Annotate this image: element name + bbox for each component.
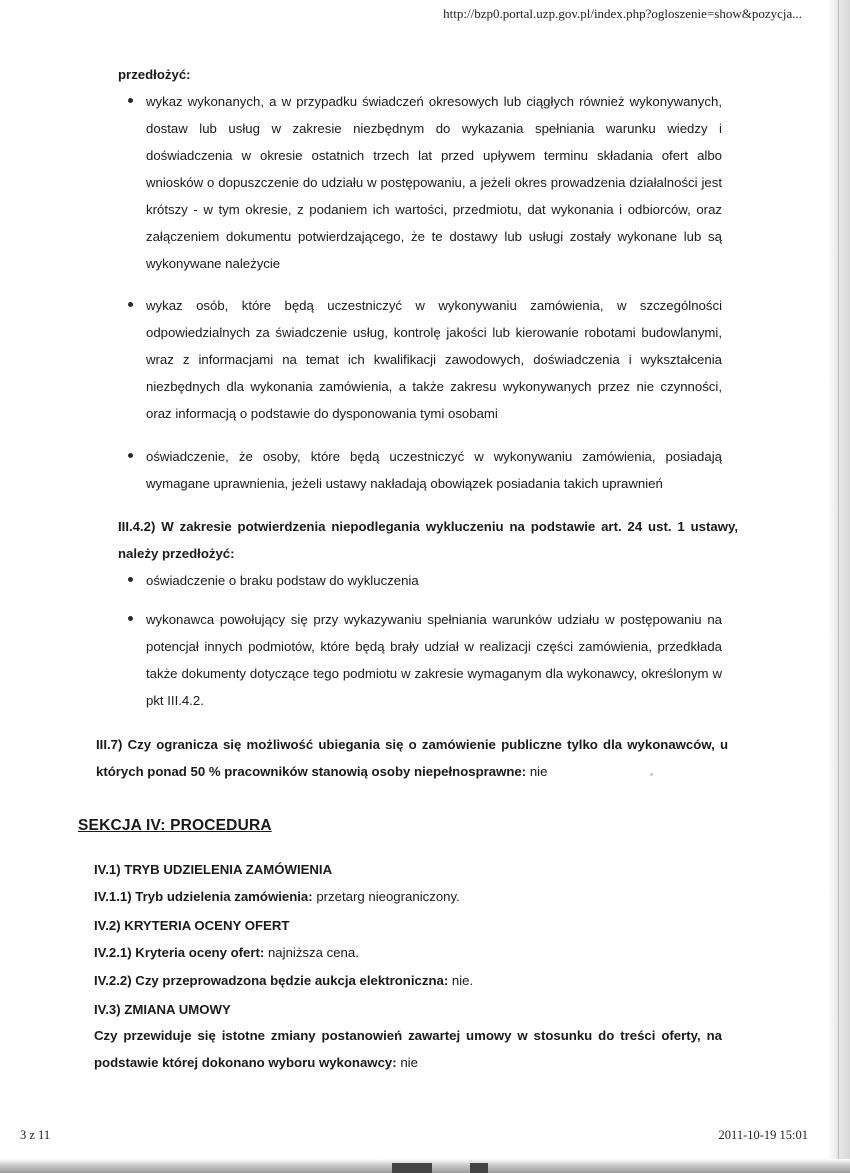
bullet-text: wykaz osób, które będą uczestniczyć w wykonywaniu zamówienia, w szczególności odpowiedzialnych za świadczenie usług, kontrolę jakości lub kierowanie robotami budowlanymi, wraz z informacjami na temat ich kwalifikacji zawodowych, doświadczenia i wykształcenia niezbędnych dla wykonania zamówienia, a także zakresu wykonywanych przez nie czynności, oraz informacją o podstawie do dysponowania tymi osobami: [146, 298, 722, 421]
iv-2-2-label: IV.2.2) Czy przeprowadzona będzie aukcja elektroniczna:: [94, 973, 449, 988]
iv-1-1-label: IV.1.1) Tryb udzielenia zamówienia:: [94, 889, 313, 904]
bullet-item: [128, 88, 722, 277]
bullet-block-4: [128, 567, 722, 594]
bullet-icon: [128, 616, 133, 621]
section-iv-heading: SEKCJA IV: PROCEDURA: [78, 817, 272, 834]
page-url-header: http://bzp0.portal.uzp.gov.pl/index.php?ogloszenie=show&pozycja...: [443, 6, 802, 21]
bullet-icon: [128, 453, 133, 458]
bullet-icon: [128, 577, 133, 582]
scan-speck: [650, 773, 653, 776]
iv-2-2-value: nie.: [451, 973, 474, 988]
bullet-item: [128, 606, 722, 714]
bullet-text: wykonawca powołujący się przy wykazywaniu spełniania warunków udziału w postępowaniu na potencjał innych podmiotów, które będą brały udział w realizacji części zamówienia, przedkłada także dokumenty dotyczące tego podmiotu w zakresie wymaganym dla wykonawcy, określonym w pkt III.4.2.: [146, 612, 722, 708]
section-iii-7-question: III.7) Czy ogranicza się możliwość ubiegania się o zamówienie publiczne tylko dla wykonawców, u których ponad 50 % pracowników stanowią osoby niepełnosprawne:: [96, 737, 728, 779]
bullet-text: wykaz wykonanych, a w przypadku świadczeń okresowych lub ciągłych również wykonywanych, dostaw lub usług w zakresie niezbędnym do wykazania spełniania warunku wiedzy i doświadczenia w okresie ostatnich trzech lat przed upływem terminu składania ofert albo wniosków o dopuszczenie do udziału w postępowaniu, a jeżeli okres prowadzenia działalności jest krótszy - w tym okresie, z podaniem ich wartości, przedmiotu, dat wykonania i odbiorców, oraz załączeniem dokumentu potwierdzającego, że te dostawy lub usługi zostały wykonane lub są wykonywane należycie: [146, 94, 722, 271]
section-iii-7-answer: nie: [529, 764, 548, 779]
iv-3-question: Czy przewiduje się istotne zmiany postanowień zawartej umowy w stosunku do treści oferty, na podstawie której dokonano wyboru wykonawcy:: [94, 1028, 722, 1070]
bullet-item: [128, 292, 722, 427]
section-iii-7: [96, 731, 728, 785]
page-number: 3 z 11: [20, 1128, 51, 1142]
intro-text: przedłożyć:: [118, 67, 191, 82]
scan-edge-right: [828, 0, 850, 1173]
iv-1-1-value: przetarg nieograniczony.: [316, 889, 460, 904]
iv-3-answer: nie: [400, 1055, 418, 1070]
scan-artifact: [470, 1163, 488, 1173]
section-iii-4-2-heading: III.4.2) W zakresie potwierdzenia niepodlegania wykluczeniu na podstawie art. 24 ust. 1 ustawy, należy przedłożyć:: [118, 519, 738, 561]
iv-2-2-line: [94, 967, 473, 994]
bullet-block-3: [128, 443, 722, 497]
print-timestamp: 2011-10-19 15:01: [718, 1128, 808, 1142]
bullet-block-2: [128, 292, 722, 427]
bullet-icon: [128, 302, 133, 307]
iv-1-1-line: [94, 883, 460, 910]
iv-2-1-value: najniższa cena.: [267, 945, 359, 960]
scan-artifact: [392, 1163, 432, 1173]
bullet-icon: [128, 98, 133, 103]
bullet-text: oświadczenie o braku podstaw do wykluczenia: [146, 573, 419, 588]
iv-2-1-line: [94, 939, 359, 966]
iv-1-heading: IV.1) TRYB UDZIELENIA ZAMÓWIENIA: [94, 862, 333, 877]
bullet-item: [128, 443, 722, 497]
iv-3-heading: IV.3) ZMIANA UMOWY: [94, 1002, 231, 1017]
scan-edge-bottom: [0, 1159, 850, 1173]
bullet-item: [128, 567, 722, 594]
iv-2-heading: IV.2) KRYTERIA OCENY OFERT: [94, 918, 290, 933]
bullet-text: oświadczenie, że osoby, które będą uczestniczyć w wykonywaniu zamówienia, posiadają wymagane uprawnienia, jeżeli ustawy nakładają obowiązek posiadania takich uprawnień: [146, 449, 722, 491]
iv-2-1-label: IV.2.1) Kryteria oceny ofert:: [94, 945, 265, 960]
bullet-block-5: [128, 606, 722, 714]
bullet-block-1: [128, 88, 722, 277]
iv-3-question-block: [94, 1022, 722, 1076]
